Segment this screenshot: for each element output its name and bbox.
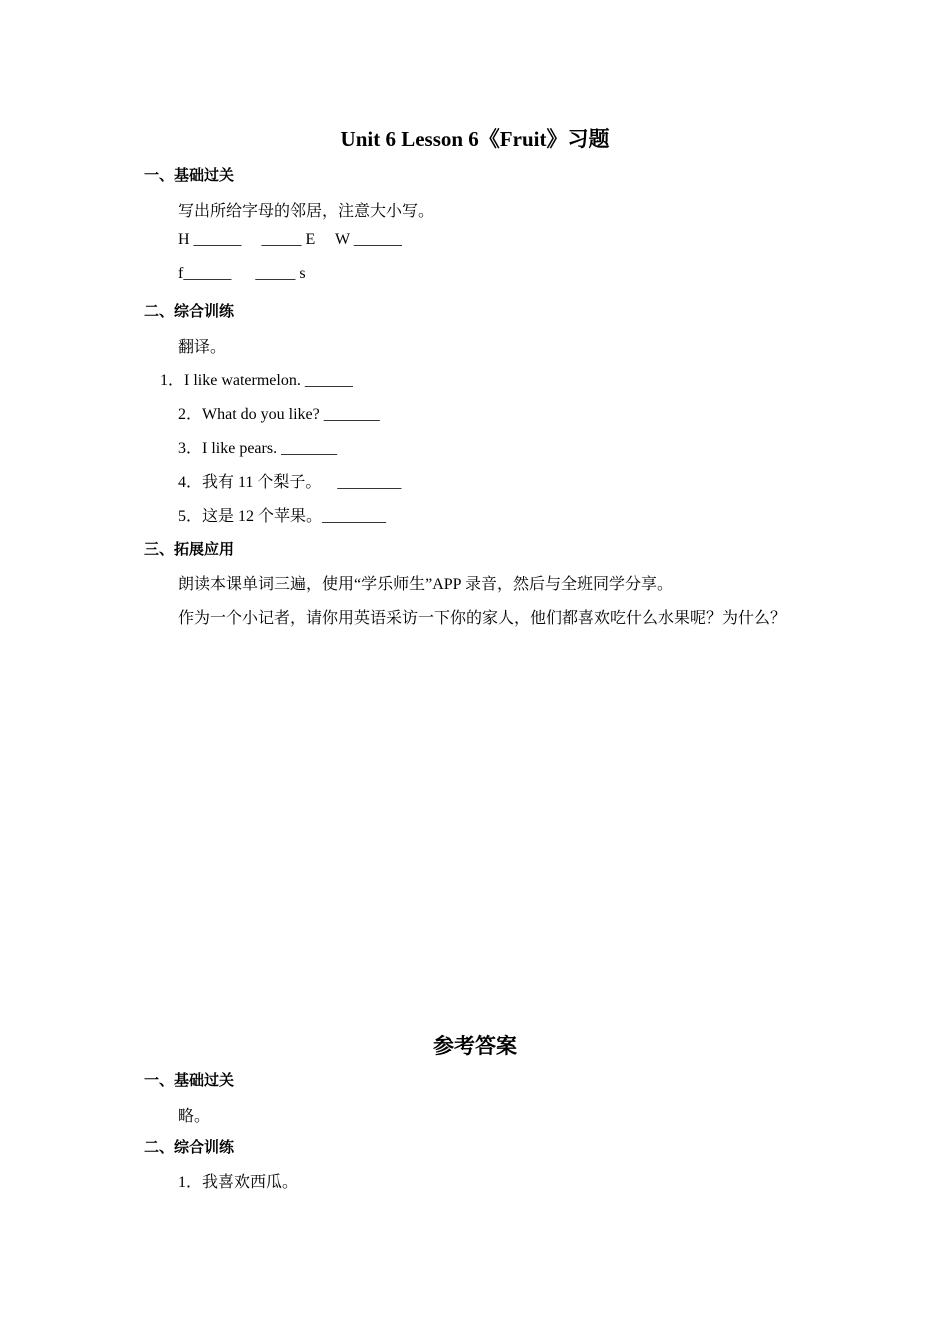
exercise-item: 4．我有 11 个梨子。 ________ (178, 474, 402, 491)
page-title: Unit 6 Lesson 6《Fruit》习题 (340, 127, 610, 151)
exercise-item: 5．这是 12 个苹果。________ (178, 508, 387, 525)
section-heading-basic: 一、基础过关 (144, 166, 235, 184)
answers-heading-basic: 一、基础过关 (144, 1071, 235, 1089)
instruction-text: 作为一个小记者，请你用英语采访一下你的家人，他们都喜欢吃什么水果呢？为什么？ (178, 610, 787, 627)
instruction-text: 朗读本课单词三遍，使用“学乐师生”APP 录音，然后与全班同学分享。 (178, 576, 673, 593)
exercise-item: 3．I like pears. _______ (178, 440, 338, 457)
section-heading-training: 二、综合训练 (144, 302, 235, 320)
answer-text: 1．我喜欢西瓜。 (178, 1174, 299, 1191)
answers-heading-training: 二、综合训练 (144, 1138, 235, 1156)
exercise-line: f______ _____ s (178, 265, 306, 282)
answers-title: 参考答案 (433, 1034, 517, 1058)
section-heading-extension: 三、拓展应用 (144, 540, 235, 558)
instruction-text: 写出所给字母的邻居，注意大小写。 (178, 203, 435, 220)
instruction-text: 翻译。 (178, 339, 227, 356)
exercise-item: 1．I like watermelon. ______ (160, 372, 353, 389)
answer-text: 略。 (178, 1108, 211, 1125)
exercise-item: 2．What do you like? _______ (178, 406, 380, 423)
exercise-line: H ______ _____ E W ______ (178, 231, 402, 248)
